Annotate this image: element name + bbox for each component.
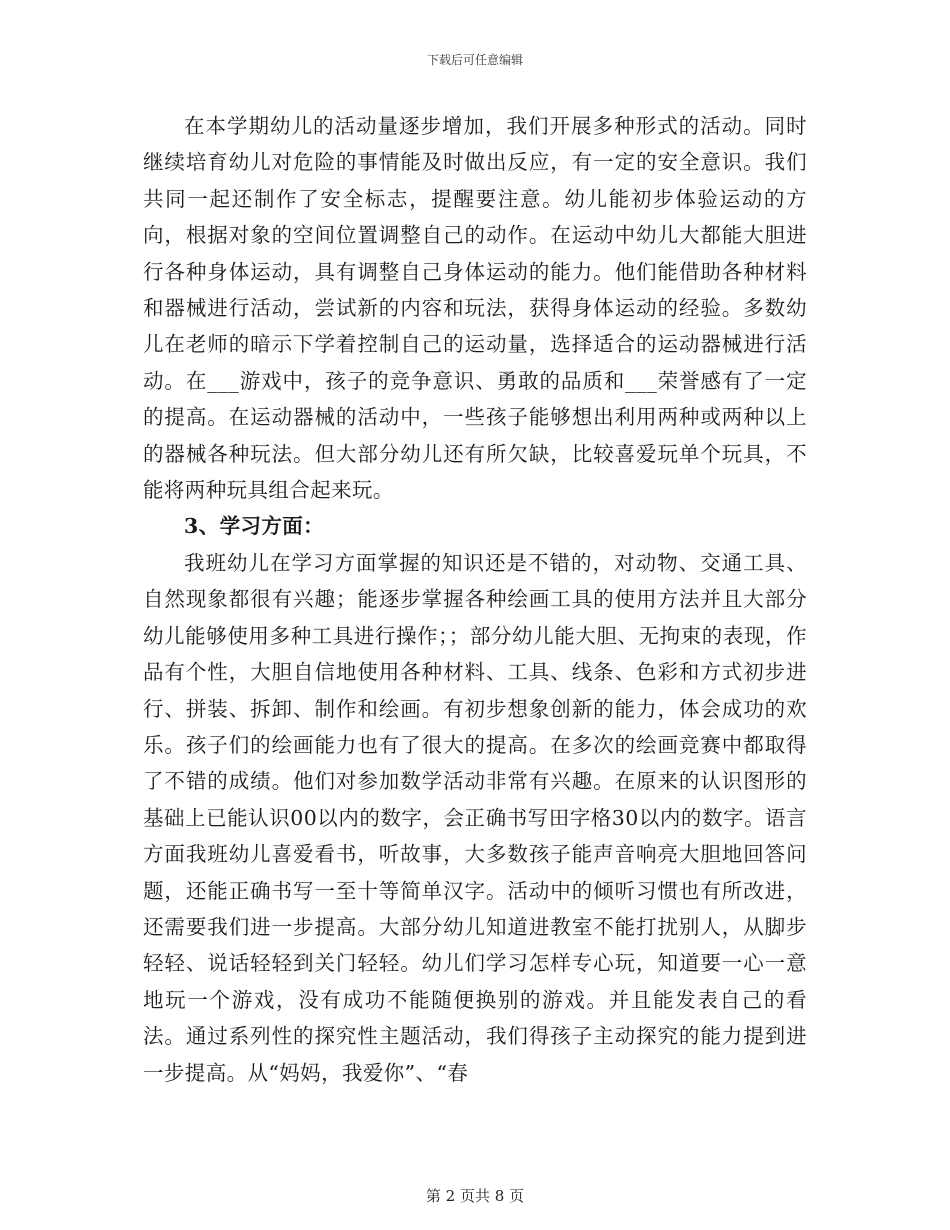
section-heading-learning: 3、学习方面： (184, 514, 325, 539)
page-number: 第 2 页共 8 页 (425, 1187, 525, 1205)
paragraph-learning: 我班幼儿在学习方面掌握的知识还是不错的，对动物、交通工具、自然现象都很有兴趣；能逐步掌握各种绘画工具的使用方法并且大部分幼儿能够使用多种工具进行操作；；部分幼儿能大胆、无拘束的表现，作品有个性，大胆自信地使用各种材料、工具、线条、色彩和方式初步进行、拼装、拆卸、制作和绘画。有初步想象创新的能力，体会成功的欢乐。孩子们的绘画能力也有了很大的提高。在多次的绘画竞赛中都取得了不错的成绩。他们对参加数学活动非常有兴趣。在原来的认识图形的基础上已能认识00以内的数字，会正确书写田字格30以内的数字。语言方面我班幼儿喜爱看书，听故事，大多数孩子能声音响亮大胆地回答问题，还能正确书写一至十等简单汉字。活动中的倾听习惯也有所改进，还需要我们进一步提高。大部分幼儿知道进教室不能打扰别人，从脚步轻轻、说话轻轻到关门轻轻。幼儿们学习怎样专心玩，知道要一心一意地玩一个游戏，没有成功不能随便换别的游戏。并且能发表自己的看法。通过系列性的探究性主题活动，我们得孩子主动探究的能力提到进一步提高。从“妈妈，我爱你”、“春 (143, 550, 807, 1085)
document-body (143, 108, 807, 1091)
paragraph-activities: 在本学期幼儿的活动量逐步增加，我们开展多种形式的活动。同时继续培育幼儿对危险的事情能及时做出反应，有一定的安全意识。我们共同一起还制作了安全标志，提醒要注意。幼儿能初步体验运动的方向，根据对象的空间位置调整自己的动作。在运动中幼儿大都能大胆进行各种身体运动，具有调整自己身体运动的能力。他们能借助各种材料和器械进行活动，尝试新的内容和玩法，获得身体运动的经验。多数幼儿在老师的暗示下学着控制自己的运动量，选择适合的运动器械进行活动。在___游戏中，孩子的竞争意识、勇敢的品质和___荣誉感有了一定的提高。在运动器械的活动中，一些孩子能够想出利用两种或两种以上的器械各种玩法。但大部分幼儿还有所欠缺，比较喜爱玩单个玩具，不能将两种玩具组合起来玩。 (143, 114, 807, 503)
page-header-note: 下载后可任意编辑 (426, 53, 523, 67)
